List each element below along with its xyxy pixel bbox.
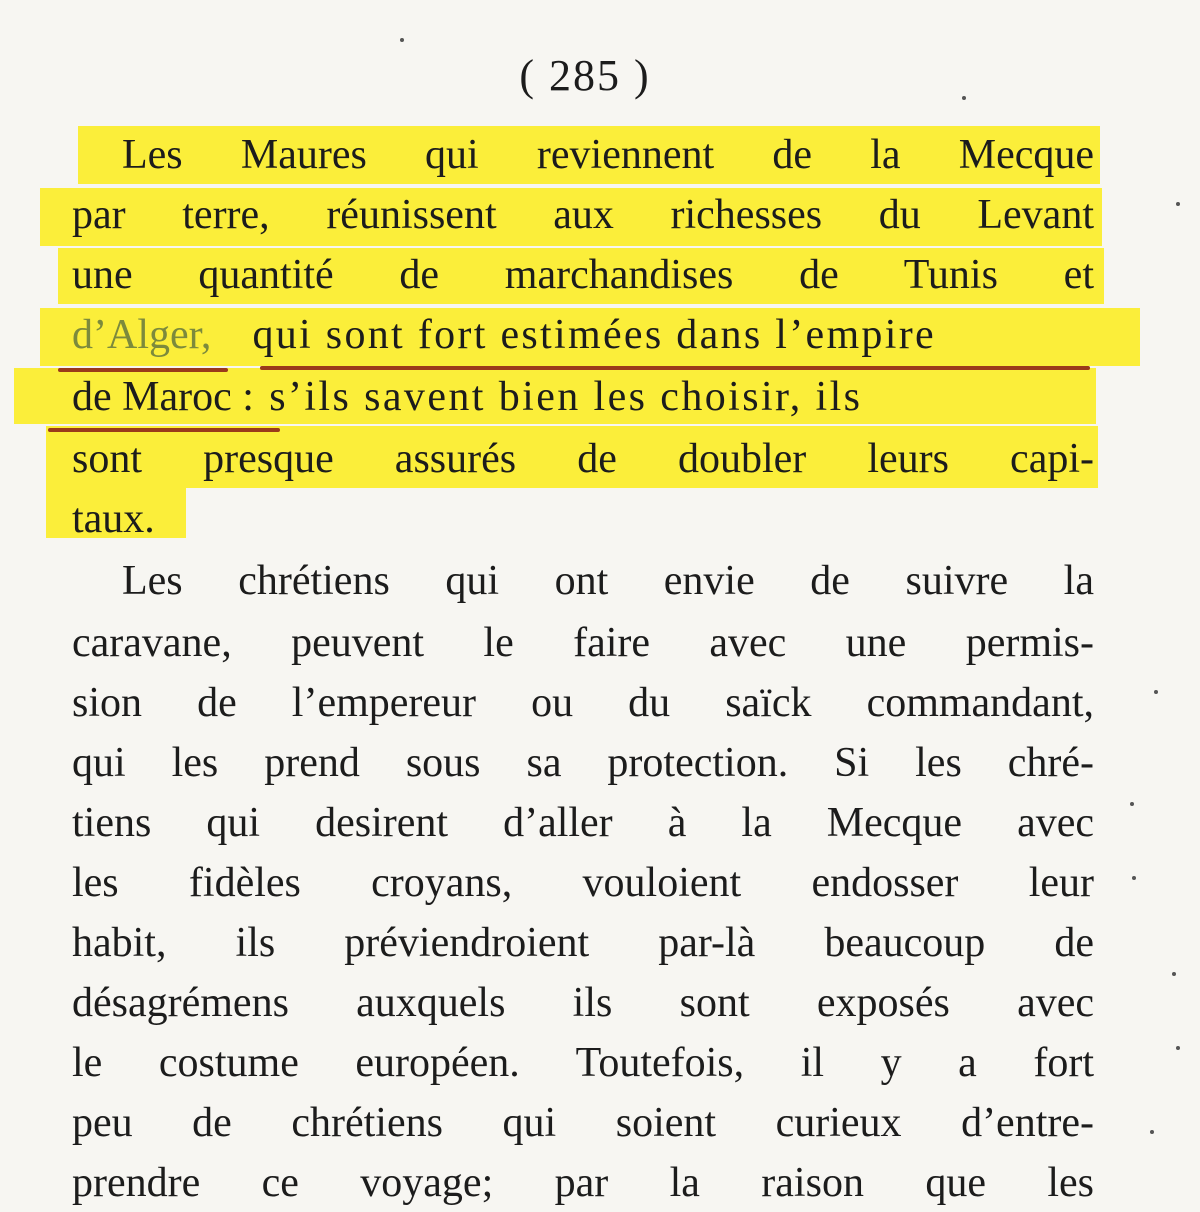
text-line: qui les prend sous sa protection. Si les chré- xyxy=(72,740,1094,786)
paper-speck xyxy=(1176,1046,1180,1050)
text-line: Les chrétiens qui ont envie de suivre la xyxy=(122,558,1094,604)
text-line: les fidèles croyans, vouloient endosser leur xyxy=(72,860,1094,906)
paper-speck xyxy=(1176,202,1180,206)
text-line: tiens qui desirent d’aller à la Mecque avec xyxy=(72,800,1094,846)
text-line: caravane, peuvent le faire avec une permis- xyxy=(72,620,1094,666)
paper-speck xyxy=(1150,1130,1154,1134)
text-line xyxy=(72,306,1094,364)
text-line: une quantité de marchandises de Tunis et xyxy=(72,252,1094,298)
text-fragment: qui sont fort estimées dans l’empire xyxy=(252,312,936,358)
paper-speck xyxy=(962,96,966,100)
text-line: habit, ils préviendroient par-là beaucoup de xyxy=(72,920,1094,966)
text-fragment: de Maroc xyxy=(72,374,232,420)
paper-speck xyxy=(400,38,404,42)
paper-speck xyxy=(1132,876,1136,880)
text-line: le costume européen. Toutefois, il y a fort xyxy=(72,1040,1094,1086)
text-line xyxy=(72,368,1094,426)
page-number: ( 285 ) xyxy=(519,51,651,100)
text-line: Les Maures qui reviennent de la Mecque xyxy=(122,132,1094,178)
paper-speck xyxy=(1154,690,1158,694)
text-line: prendre ce voyage; par la raison que les xyxy=(72,1160,1094,1206)
text-line: taux. xyxy=(72,496,155,542)
text-line: sont presque assurés de doubler leurs capi- xyxy=(72,436,1094,482)
text-line: par terre, réunissent aux richesses du Levant xyxy=(72,192,1094,238)
text-line: peu de chrétiens qui soient curieux d’entre- xyxy=(72,1100,1094,1146)
paper-speck xyxy=(1130,802,1134,806)
text-fragment: : s’ils savent bien les choisir, ils xyxy=(242,374,863,420)
paper-speck xyxy=(1172,972,1176,976)
text-line: sion de l’empereur ou du saïck commandant, xyxy=(72,680,1094,726)
text-line: désagrémens auxquels ils sont exposés avec xyxy=(72,980,1094,1026)
text-fragment: d’Alger, xyxy=(72,312,212,358)
